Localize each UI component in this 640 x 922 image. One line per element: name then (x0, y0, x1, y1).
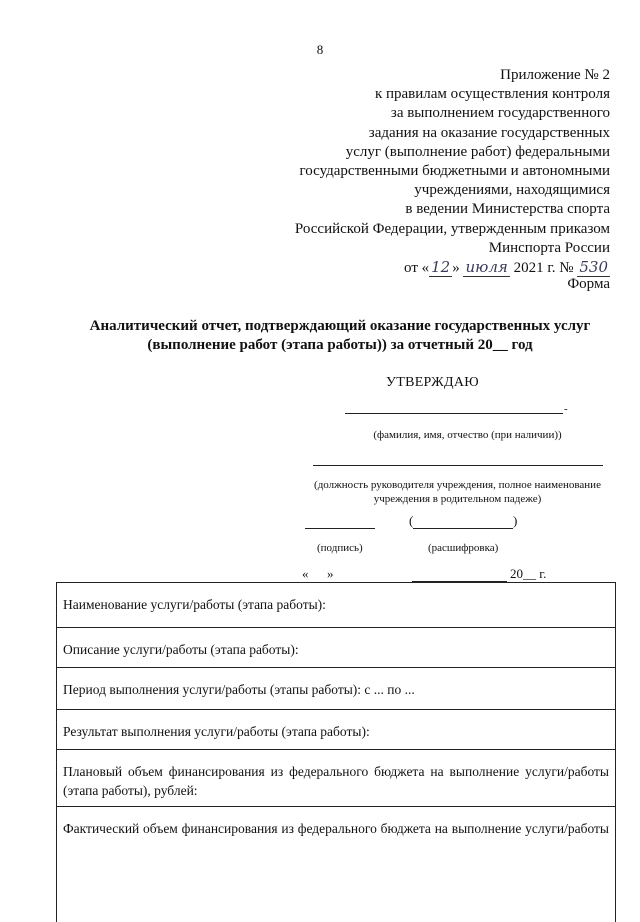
date-quote-open: « (302, 566, 309, 581)
annex-line: услуг (выполнение работ) федеральными (345, 143, 610, 160)
approval-heading: УТВЕРЖДАЮ (386, 375, 479, 390)
signature-line (305, 528, 375, 529)
handwritten-day: 12 (431, 258, 451, 277)
form-label: Форма (567, 276, 610, 292)
row-label-result: Результат выполнения услуги/работы (этапа работы): (63, 724, 370, 739)
table-row (57, 750, 615, 807)
page-number: 8 (316, 42, 324, 57)
position-caption (305, 478, 610, 506)
handwritten-order-number: 530 (579, 258, 608, 277)
report-table (56, 582, 616, 922)
annex-line: в ведении Министерства спорта (405, 201, 610, 218)
annex-line: к правилам осуществления контроля (374, 86, 610, 103)
row-label-service-description: Описание услуги/работы (этапа работы): (63, 642, 299, 657)
handwritten-month: июля (465, 258, 508, 277)
decoding-line (413, 528, 513, 529)
annex-line: Приложение № 2 (500, 67, 610, 83)
fio-dash: - (564, 403, 568, 415)
table-row (57, 628, 615, 668)
title-line-2: (выполнение работ (этапа работы)) за отчетный 20__ год (147, 337, 533, 353)
decoding-paren-close: ) (513, 513, 518, 528)
table-row (57, 668, 615, 710)
annex-date-line (190, 258, 610, 278)
date-mid: » (452, 260, 460, 277)
table-row (57, 807, 615, 867)
row-label-service-name: Наименование услуги/работы (этапа работы): (63, 597, 326, 612)
row-label-planned-funding: Плановый объем финансирования из федерального бюджета на выполнение услуги/работы (этапа работы), рублей: (63, 764, 609, 798)
annex-line: Российской Федерации, утвержденным приказом (294, 220, 610, 237)
position-line (313, 465, 603, 466)
row-label-actual-funding: Фактический объем финансирования из федерального бюджета на выполнение услуги/работы (63, 821, 609, 836)
table-row (57, 710, 615, 750)
fio-caption: (фамилия, имя, отчество (при наличии)) (373, 429, 562, 441)
decoding-paren-open: ( (409, 513, 414, 528)
annex-line: учреждениями, находящимися (414, 182, 610, 199)
signature-caption: (подпись) (317, 542, 363, 554)
position-caption-line-1: (должность руководителя учреждения, полное наименование (314, 479, 601, 491)
annex-line: задания на оказание государственных (368, 124, 610, 141)
annex-line: государственными бюджетными и автономными (299, 163, 610, 180)
decoding-caption: (расшифровка) (428, 542, 499, 554)
date-year: 2021 г. № (513, 260, 574, 277)
table-row (57, 583, 615, 628)
row-label-period: Период выполнения услуги/работы (этапы работы): с ... по ... (63, 682, 415, 697)
date-year: 20__ г. (510, 566, 547, 581)
annex-line: Минспорта России (488, 239, 610, 256)
position-caption-line-2: учреждения в родительном падеже) (373, 493, 542, 505)
annex-block (190, 66, 610, 278)
date-quote-close: » (327, 566, 334, 581)
fio-line (345, 413, 563, 414)
title-line-1: Аналитический отчет, подтверждающий оказание государственных услуг (89, 318, 591, 334)
document-title (60, 317, 620, 355)
date-prefix: от « (404, 260, 430, 277)
annex-line: за выполнением государственного (390, 105, 610, 122)
